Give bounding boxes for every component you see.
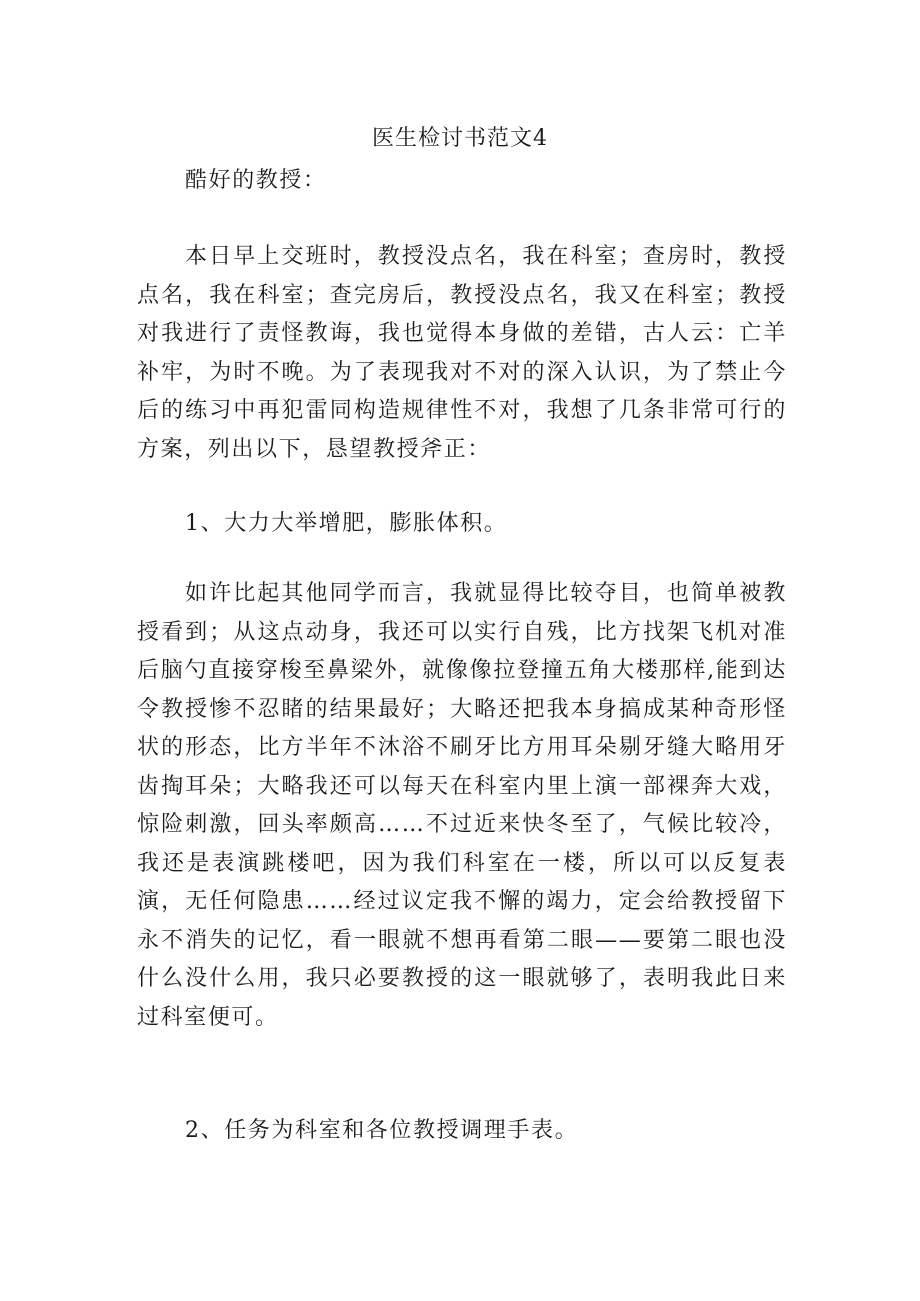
list-item-1: 1、大力大举增肥，膨胀体积。	[185, 511, 508, 536]
document-title: 医生检讨书范文4	[372, 126, 548, 151]
salutation: 酷好的教授：	[185, 168, 327, 193]
paragraph-item-1-detail: 如许比起其他同学而言，我就显得比较夺目，也简单被教授看到；从这点动身，我还可以实行自残，比方找架飞机对准后脑勺直接穿梭至鼻梁外，就像像拉登撞五角大楼那样,能到达令教授惨不忍睹的结果最好；大略还把我本身搞成某种奇形怪状的形态，比方半年不沐浴不刷牙比方用耳朵剔牙缝大略用牙齿掏耳朵；大略我还可以每天在科室内里上演一部裸奔大戏，惊险刺激，回头率颇高……不过近来快冬至了，气候比较冷，我还是表演跳楼吧，因为我们科室在一楼，所以可以反复表演，无任何隐患……经过议定我不懈的竭力，定会给教授留下永不消失的记忆，看一眼就不想再看第二眼——要第二眼也没什么没什么用，我只必要教授的这一眼就够了，表明我此日来过科室便可。	[137, 581, 787, 1030]
paragraph-intro: 本日早上交班时，教授没点名，我在科室；查房时，教授点名，我在科室；查完房后，教授没点名，我又在科室；教授对我进行了责怪教诲，我也觉得本身做的差错，古人云：亡羊补牢，为时不晚。为了表现我对不对的深入认识，为了禁止今后的练习中再犯雷同构造规律性不对，我想了几条非常可行的方案，列出以下，恳望教授斧正：	[137, 244, 787, 462]
list-item-2: 2、任务为科室和各位教授调理手表。	[185, 1118, 579, 1143]
